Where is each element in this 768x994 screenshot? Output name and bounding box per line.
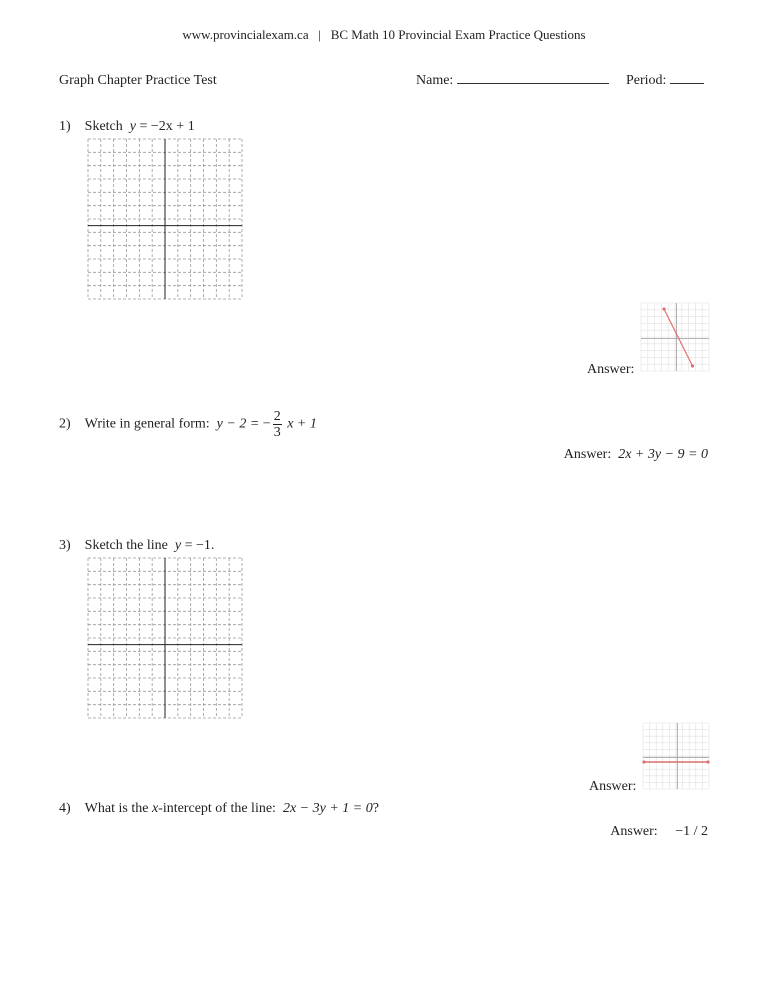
q4-qmark: ? [372,801,379,816]
site-url: www.provincialexam.ca [182,27,309,42]
q4-prompt: What is the [84,801,149,816]
q3-answer-line-start [642,760,645,763]
q4-answer-label: Answer: [610,824,658,839]
q2-answer-value: 2x + 3y − 9 = 0 [618,447,708,462]
q2-fraction [273,409,282,440]
q2-eq-rest: x + 1 [287,416,317,432]
q2-frac-den: 3 [273,425,281,440]
q3-eq-end: . [210,538,215,553]
q3-prompt: Sketch the line [84,538,168,553]
q4-answer-value: −1 / 2 [675,824,708,839]
question-4 [59,801,379,817]
q1-answer-line-end [691,364,694,367]
q3-eq-sign: = [184,538,193,553]
q4-equation: 2x − 3y + 1 = 0 [282,801,373,816]
q1-answer-label: Answer: [587,362,635,377]
q1-eq-rhs: −2x + 1 [150,119,195,134]
period-label: Period: [626,73,667,88]
period-field[interactable] [626,73,704,89]
test-title: Graph Chapter Practice Test [59,73,217,88]
q1-number: 1) [59,119,71,134]
q2-eq-lhs: y − 2 = [216,416,260,432]
name-field[interactable] [416,73,609,89]
q1-blank-grid[interactable] [88,139,242,299]
name-blank[interactable] [457,73,609,84]
q3-eq-lhs: y [174,538,182,553]
q3-answer-line-end [706,760,709,763]
question-2 [59,409,317,440]
q2-frac-num: 2 [273,409,281,424]
q1-prompt: Sketch [84,119,123,134]
header-title: BC Math 10 Provincial Exam Practice Questions [330,27,586,42]
name-label: Name: [416,73,454,88]
q2-number: 2) [59,416,71,432]
q4-var: x [151,801,159,816]
q3-number: 3) [59,538,71,553]
question-1 [59,119,195,135]
q1-answer-line-start [662,307,665,310]
question-3 [59,538,214,554]
q2-answer [564,447,708,463]
q1-eq-sign: = [139,119,148,134]
q1-eq-lhs: y [129,119,136,134]
q3-eq-rhs: −1 [196,538,211,553]
q4-answer [610,824,708,840]
q2-prompt: Write in general form: [84,416,210,432]
q2-answer-label: Answer: [563,447,612,462]
q3-answer-graph [643,723,709,789]
period-blank[interactable] [670,73,704,84]
q4-prompt2: -intercept of the line: [158,801,276,816]
header-separator: | [318,27,321,42]
q4-number: 4) [59,801,71,816]
q1-answer-graph [641,303,709,371]
page-header [0,27,768,43]
q2-eq-minus: − [262,416,271,432]
q3-answer-label: Answer: [589,779,637,794]
q3-blank-grid[interactable] [88,558,242,718]
